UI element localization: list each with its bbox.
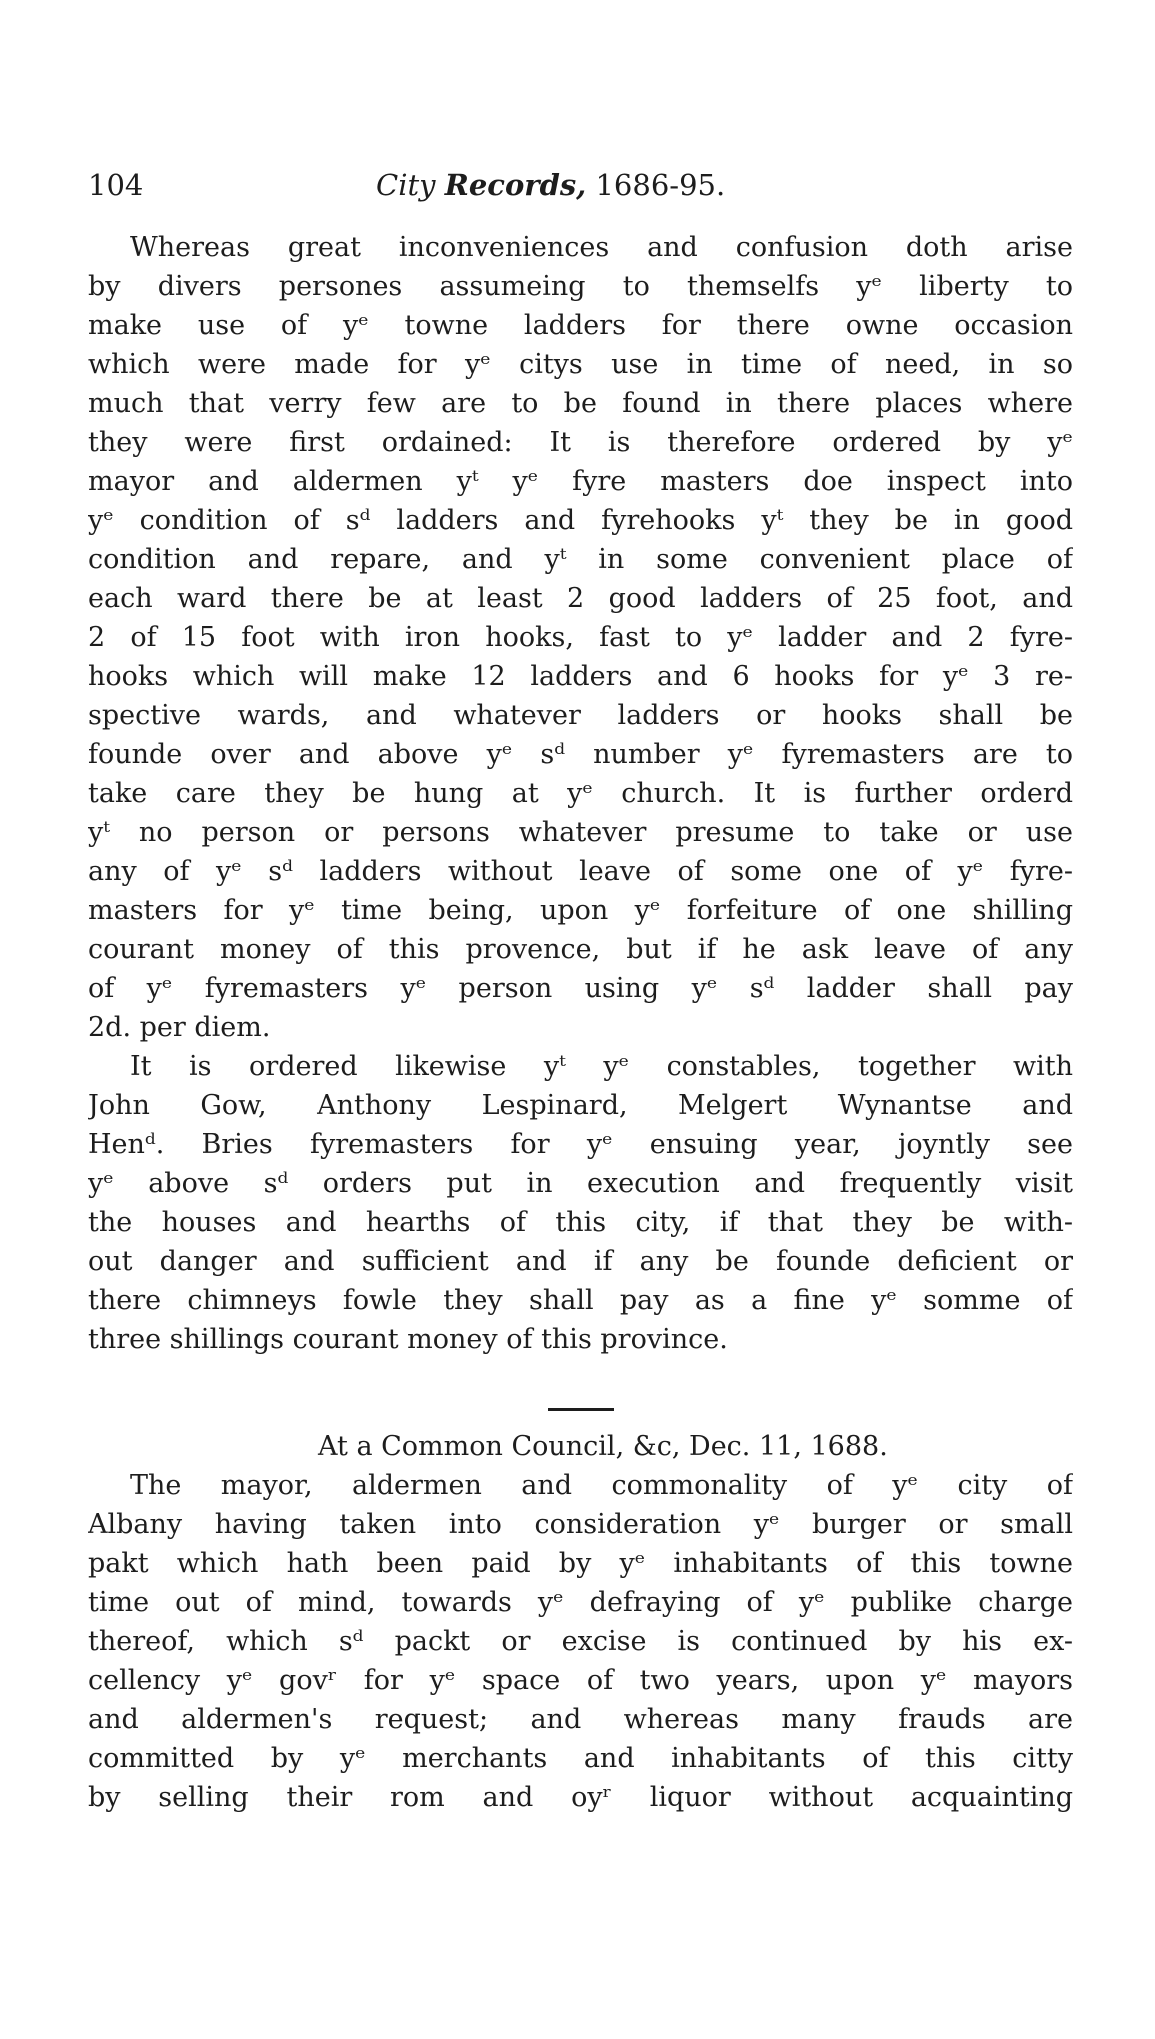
text-line: hooks which will make 12 ladders and 6 hooks for yᵉ 3 re-	[88, 661, 1073, 692]
text-line: thereof, which sᵈ packt or excise is continued by his ex-	[88, 1626, 1073, 1657]
text-line: by selling their rom and oyʳ liquor without acquainting	[88, 1782, 1073, 1813]
text-line: condition and repare, and yᵗ in some convenient place of	[88, 544, 1073, 575]
text-line: yᵉ above sᵈ orders put in execution and frequently visit	[88, 1168, 1073, 1199]
section-divider	[548, 1408, 614, 1411]
text-line: 2d. per diem.	[88, 1012, 271, 1043]
council-heading: At a Common Council, &c, Dec. 11, 1688.	[318, 1431, 888, 1462]
text-line: by divers persones assumeing to themselfs yᵉ liberty to	[88, 271, 1073, 302]
running-head	[376, 163, 725, 207]
running-head-years: 1686-95.	[595, 168, 726, 202]
text-line: pakt which hath been paid by yᵉ inhabitants of this towne	[88, 1548, 1073, 1579]
text-line: committed by yᵉ merchants and inhabitants of this citty	[88, 1743, 1073, 1774]
text-line: mayor and aldermen yᵗ yᵉ fyre masters doe inspect into	[88, 466, 1073, 497]
text-line: three shillings courant money of this province.	[88, 1324, 728, 1355]
text-line: The mayor, aldermen and commonality of yᵉ city of	[130, 1470, 1073, 1501]
text-line: yᵗ no person or persons whatever presume to take or use	[88, 817, 1073, 848]
text-line: spective wards, and whatever ladders or hooks shall be	[88, 700, 1073, 731]
text-line: take care they be hung at yᵉ church. It is further orderd	[88, 778, 1073, 809]
council-minutes	[88, 1427, 1073, 1817]
text-line: Whereas great inconveniences and confusion doth arise	[130, 232, 1073, 263]
text-line: Albany having taken into consideration yᵉ burger or small	[88, 1509, 1073, 1540]
text-line: out danger and sufficient and if any be founde deficient or	[88, 1246, 1073, 1277]
text-line: which were made for yᵉ citys use in time of need, in so	[88, 349, 1073, 380]
text-line: time out of mind, towards yᵉ defraying of yᵉ publike charge	[88, 1587, 1073, 1618]
running-head-records: Records,	[444, 168, 587, 202]
text-line: each ward there be at least 2 good ladders of 25 foot, and	[88, 583, 1073, 614]
text-line: make use of yᵉ towne ladders for there owne occasion	[88, 310, 1073, 341]
text-line: much that verry few are to be found in there places where	[88, 388, 1073, 419]
page-header	[88, 163, 788, 207]
fire-ladders-ordinance	[88, 228, 1073, 1359]
text-line: founde over and above yᵉ sᵈ number yᵉ fyremasters are to	[88, 739, 1073, 770]
text-line: It is ordered likewise yᵗ yᵉ constables, together with	[130, 1051, 1073, 1082]
text-line: cellency yᵉ govʳ for yᵉ space of two years, upon yᵉ mayors	[88, 1665, 1073, 1696]
page-number: 104	[88, 168, 144, 202]
text-line: there chimneys fowle they shall pay as a fine yᵉ somme of	[88, 1285, 1073, 1316]
text-line: yᵉ condition of sᵈ ladders and fyrehooks yᵗ they be in good	[88, 505, 1073, 536]
text-line: and aldermen's request; and whereas many frauds are	[88, 1704, 1073, 1735]
text-line: of yᵉ fyremasters yᵉ person using yᵉ sᵈ ladder shall pay	[88, 973, 1073, 1004]
running-head-city: City	[376, 168, 436, 202]
text-line: masters for yᵉ time being, upon yᵉ forfeiture of one shilling	[88, 895, 1073, 926]
text-line: any of yᵉ sᵈ ladders without leave of some one of yᵉ fyre-	[88, 856, 1073, 887]
text-line: they were first ordained: It is therefore ordered by yᵉ	[88, 427, 1073, 458]
text-line: the houses and hearths of this city, if that they be with-	[88, 1207, 1073, 1238]
text-line: John Gow, Anthony Lespinard, Melgert Wynantse and	[88, 1090, 1073, 1121]
text-line: 2 of 15 foot with iron hooks, fast to yᵉ ladder and 2 fyre-	[88, 622, 1073, 653]
text-line: courant money of this provence, but if he ask leave of any	[88, 934, 1073, 965]
text-line: Henᵈ. Bries fyremasters for yᵉ ensuing year, joyntly see	[88, 1129, 1073, 1160]
